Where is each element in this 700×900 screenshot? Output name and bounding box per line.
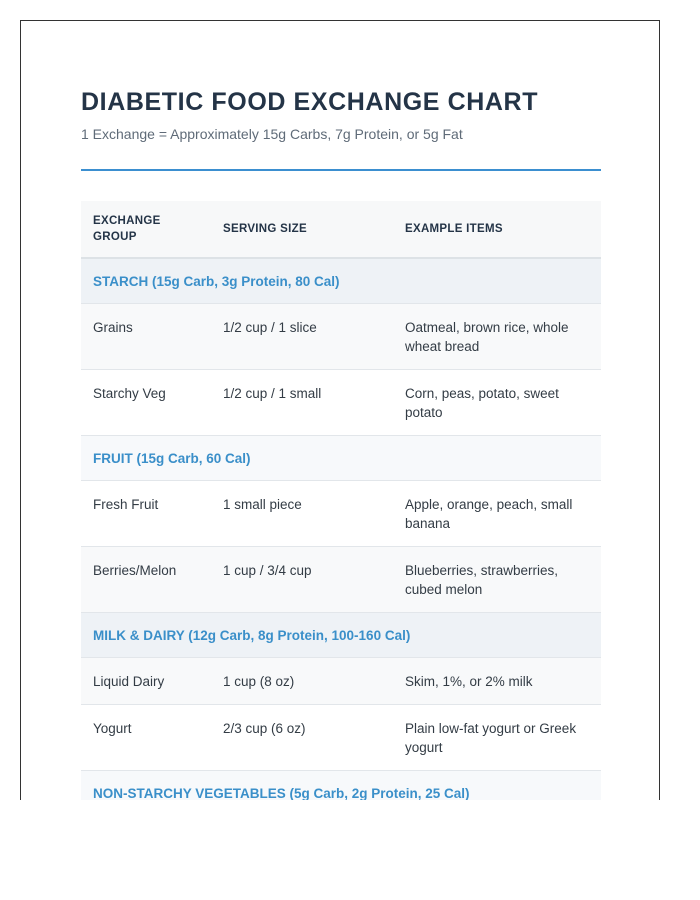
cell-group: Berries/Melon: [81, 547, 211, 613]
cell-examples: Apple, orange, peach, small banana: [393, 481, 601, 547]
table-row: [81, 304, 601, 370]
group-label: MILK & DAIRY (12g Carb, 8g Protein, 100-160 Cal): [81, 613, 601, 658]
cell-group: Fresh Fruit: [81, 481, 211, 547]
cell-group: Starchy Veg: [81, 370, 211, 436]
cell-serving: 1/2 cup / 1 small: [211, 370, 393, 436]
table-header-row: [81, 201, 601, 258]
cell-group: Liquid Dairy: [81, 658, 211, 705]
cell-group: Yogurt: [81, 705, 211, 771]
table-row: [81, 370, 601, 436]
cell-serving: 2/3 cup (6 oz): [211, 705, 393, 771]
cell-examples: Oatmeal, brown rice, whole wheat bread: [393, 304, 601, 370]
table-row: [81, 481, 601, 547]
cell-serving: 1 cup (8 oz): [211, 658, 393, 705]
cell-examples: Skim, 1%, or 2% milk: [393, 658, 601, 705]
group-label: NON-STARCHY VEGETABLES (5g Carb, 2g Protein, 25 Cal): [81, 771, 601, 801]
title-divider: [81, 169, 601, 171]
cell-serving: 1 cup / 3/4 cup: [211, 547, 393, 613]
cell-examples: Plain low-fat yogurt or Greek yogurt: [393, 705, 601, 771]
group-row-fruit: [81, 436, 601, 481]
cell-serving: 1/2 cup / 1 slice: [211, 304, 393, 370]
cell-serving: 1 small piece: [211, 481, 393, 547]
group-row-starch: [81, 258, 601, 304]
group-label: FRUIT (15g Carb, 60 Cal): [81, 436, 601, 481]
table-row: [81, 547, 601, 613]
document-content: [81, 87, 601, 800]
page-subtitle: 1 Exchange = Approximately 15g Carbs, 7g Protein, or 5g Fat: [81, 126, 463, 142]
document-page: [20, 20, 660, 800]
table-row: [81, 705, 601, 771]
group-label: STARCH (15g Carb, 3g Protein, 80 Cal): [81, 258, 601, 304]
cell-examples: Blueberries, strawberries, cubed melon: [393, 547, 601, 613]
header-exchange-group: EXCHANGE GROUP: [81, 201, 211, 258]
cell-examples: Corn, peas, potato, sweet potato: [393, 370, 601, 436]
exchange-table: [81, 201, 601, 800]
cell-group: Grains: [81, 304, 211, 370]
group-row-non-starchy-vegetables: [81, 771, 601, 801]
group-row-milk-dairy: [81, 613, 601, 658]
header-serving-size: SERVING SIZE: [211, 201, 393, 258]
table-row: [81, 658, 601, 705]
page-title: DIABETIC FOOD EXCHANGE CHART: [81, 88, 539, 116]
header-example-items: EXAMPLE ITEMS: [393, 201, 601, 258]
